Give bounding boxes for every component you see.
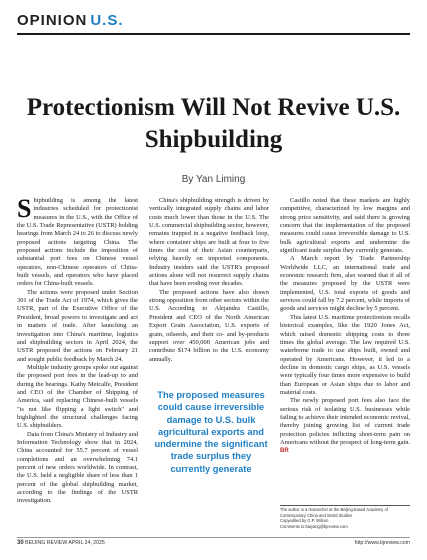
article-paragraph: Shipbuilding is among the latest industries scheduled for protectionist measures in the U.S., with the Office of the U.S. Trade Representative (USTR) holding hearings from March 24 to 26 to discuss newly proposed actions targeting China. The proposed actions include the imposition of substantial port fees on Chinese vessel operators, non-Chinese operators of China-built vessels, and operators who have placed orders for China-built vessels. bbox=[17, 194, 138, 288]
drop-cap: S bbox=[17, 194, 32, 223]
top-divider bbox=[17, 33, 410, 35]
article-paragraph: This latest U.S. maritime protectionism recalls historical examples, like the 1920 Jones Act, which raised domestic shipping costs to three times the global average. The law required U.S. waterborne trade to use ships built, owned and operated by Americans. However, it led to a decline in domestic cargo ships, as U.S. vessels were typically four times more expensive to build than European or Asian ships due to labor and material costs. bbox=[280, 313, 410, 396]
article-paragraph: The proposed actions have also drawn strong opposition from other sectors within the U.S. According to Alejandra Castillo, President and CEO of the North American Export Grain Association, U.S. exports of grain, oilseeds, and their co- and by-products support over 450,000 American jobs and contribute $174 billion to the U.S. economy annually. bbox=[149, 288, 269, 363]
publication-name: BEIJING REVIEW APRIL 24, 2025 bbox=[25, 540, 105, 546]
author-bio bbox=[280, 507, 410, 529]
article-paragraph: A March report by Trade Partnership Worldwide LLC, an international trade and economic research firm, also warned that if all of the measures proposed by the USTR were implemented, U.S. total exports of goods and services could fall by 7.2 percent, while imports of goods and services might decline by 5 percent. bbox=[280, 255, 410, 313]
article-column-2 bbox=[149, 197, 269, 364]
byline: By Yan Liming bbox=[181, 174, 246, 185]
article-paragraph: The newly proposed port fees also face the serious risk of isolating U.S. businesses while failing to achieve their intended economic revival, thereby joining growing list of current trade protection policies inflicting short-term pain on Americans without the prospect of long-term gain. BR bbox=[280, 397, 410, 455]
site-url: http://www.bjreview.com bbox=[354, 540, 410, 546]
copyedit-line: Copyedited by G.P. Wilson bbox=[280, 518, 329, 524]
headline: Protectionism Will Not Revive U.S. Shipbuilding bbox=[26, 94, 401, 153]
section-tag bbox=[17, 12, 124, 29]
comments-line: Comments to baiyang@bjreview.com bbox=[280, 523, 348, 529]
end-mark: BR bbox=[280, 448, 289, 455]
article-paragraph: Castillo noted that these markets are highly competitive, characterized by low margins and strong price sensitivity, and said there is growing concern that the implementation of the proposed measures could cause irreversible damage to U.S. bulk agricultural exports and undermine the significant trade surplus they currently generate. bbox=[280, 197, 410, 255]
article-paragraph: Data from China's Ministry of Industry and Information Technology show that in 2024, China accounted for 55.7 percent of vessel completions and an overwhelming 74.1 percent of new orders worldwide. In contrast, the U.S. held a negligible share of less than 1 percent of the global shipbuilding market, according to the findings of the USTR investigation. bbox=[17, 430, 138, 505]
bio-divider bbox=[280, 505, 410, 506]
bio-line: The author is a researcher at the Beijing-based Academy of Contemporary China and World Studies bbox=[280, 507, 388, 518]
article-column-1 bbox=[17, 194, 138, 506]
article-paragraph: Multiple industry groups spoke out against the proposed port fees in the lead-up to and during the hearings. Kathy Metcalfe, President and CEO of the Chamber of Shipping of America, said replacing Chinese-built vessels "is not like flipping a light switch" and highlighted the structural challenges facing U.S. shipbuilders. bbox=[17, 363, 138, 430]
article-paragraph: China's shipbuilding strength is driven by vertically integrated supply chains and labor costs much lower than those in the U.S. The U.S. commercial shipbuilding sector, however, remains trapped in a negative feedback loop, where container ships are built at four to five times the cost of their Asian counterparts, relying heavily on imported components. Industry insiders said the USTR's proposed actions alone will not resurrect supply chains that have been eroding over decades. bbox=[149, 197, 269, 288]
pull-quote: The proposed measures could cause irreversible damage to U.S. bulk agricultural exports and undermine the significant trade surplus they currently generate bbox=[154, 390, 268, 474]
section-suffix: U.S. bbox=[90, 12, 124, 29]
section-label: OPINION bbox=[17, 12, 88, 29]
article-paragraph: The actions were proposed under Section 301 of the Trade Act of 1974, which gives the USTR, part of the Executive Office of the President, broad powers to investigate and act in matters of trade. After launching an investigation into China's maritime, logistics and shipbuilding sectors in April 2024, the USTR proposed the actions on February 21 and sought public feedback by March 24. bbox=[17, 288, 138, 363]
footer-divider bbox=[17, 537, 410, 538]
article-column-3 bbox=[280, 197, 410, 456]
page-number: 30 bbox=[17, 540, 24, 546]
